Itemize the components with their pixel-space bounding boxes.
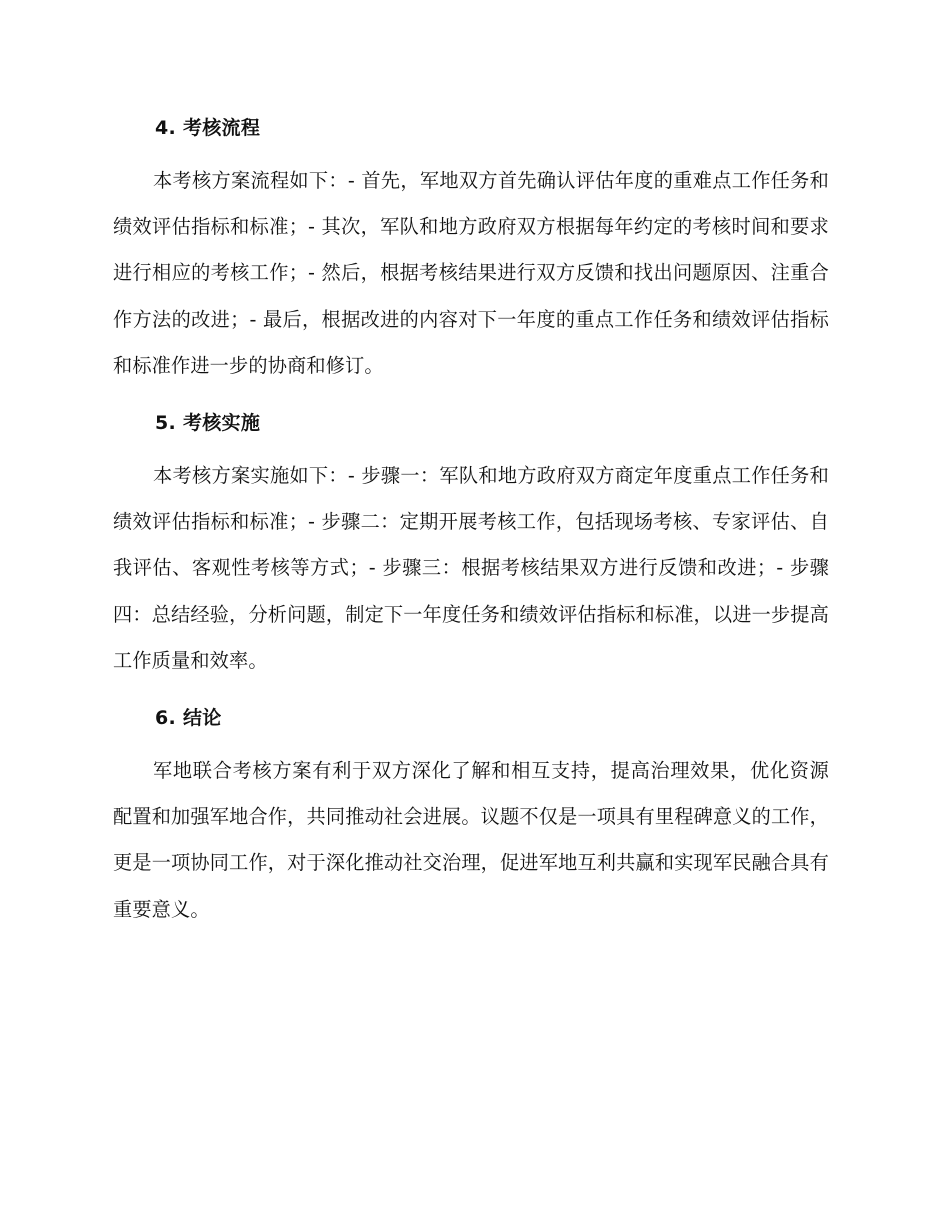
section-heading-assessment-implementation: 5. 考核实施 bbox=[155, 412, 261, 435]
section-heading-assessment-process: 4. 考核流程 bbox=[155, 117, 261, 139]
section-body-assessment-process: 本考核方案流程如下：- 首先，军地双方首先确认评估年度的重难点工作任务和绩效评估指标和标准；- 其次，军队和地方政府双方根据每年约定的考核时间和要求进行相应的考核工作；- 然后，根据考核结果进行双方反馈和找出问题原因、注重合作方法的改进；- 最后，根据改进的内容对下一年度的重点工作任务和绩效评估指标和标准作进一步的协商和修订。 bbox=[113, 169, 829, 377]
section-body-assessment-implementation: 本考核方案实施如下：- 步骤一：军队和地方政府双方商定年度重点工作任务和绩效评估指标和标准；- 步骤二：定期开展考核工作，包括现场考核、专家评估、自我评估、客观性考核等方式；- 步骤三：根据考核结果双方进行反馈和改进；- 步骤四：总结经验，分析问题，制定下一年度任务和绩效评估指标和标准，以进一步提高工作质量和效率。 bbox=[113, 464, 829, 672]
document-content bbox=[113, 108, 829, 947]
section-heading-conclusion: 6. 结论 bbox=[155, 707, 222, 730]
section-body-conclusion: 军地联合考核方案有利于双方深化了解和相互支持，提高治理效果，优化资源配置和加强军地合作，共同推动社会进展。议题不仅是一项具有里程碑意义的工作，更是一项协同工作，对于深化推动社交治理，促进军地互利共赢和实现军民融合具有重要意义。 bbox=[113, 759, 829, 921]
